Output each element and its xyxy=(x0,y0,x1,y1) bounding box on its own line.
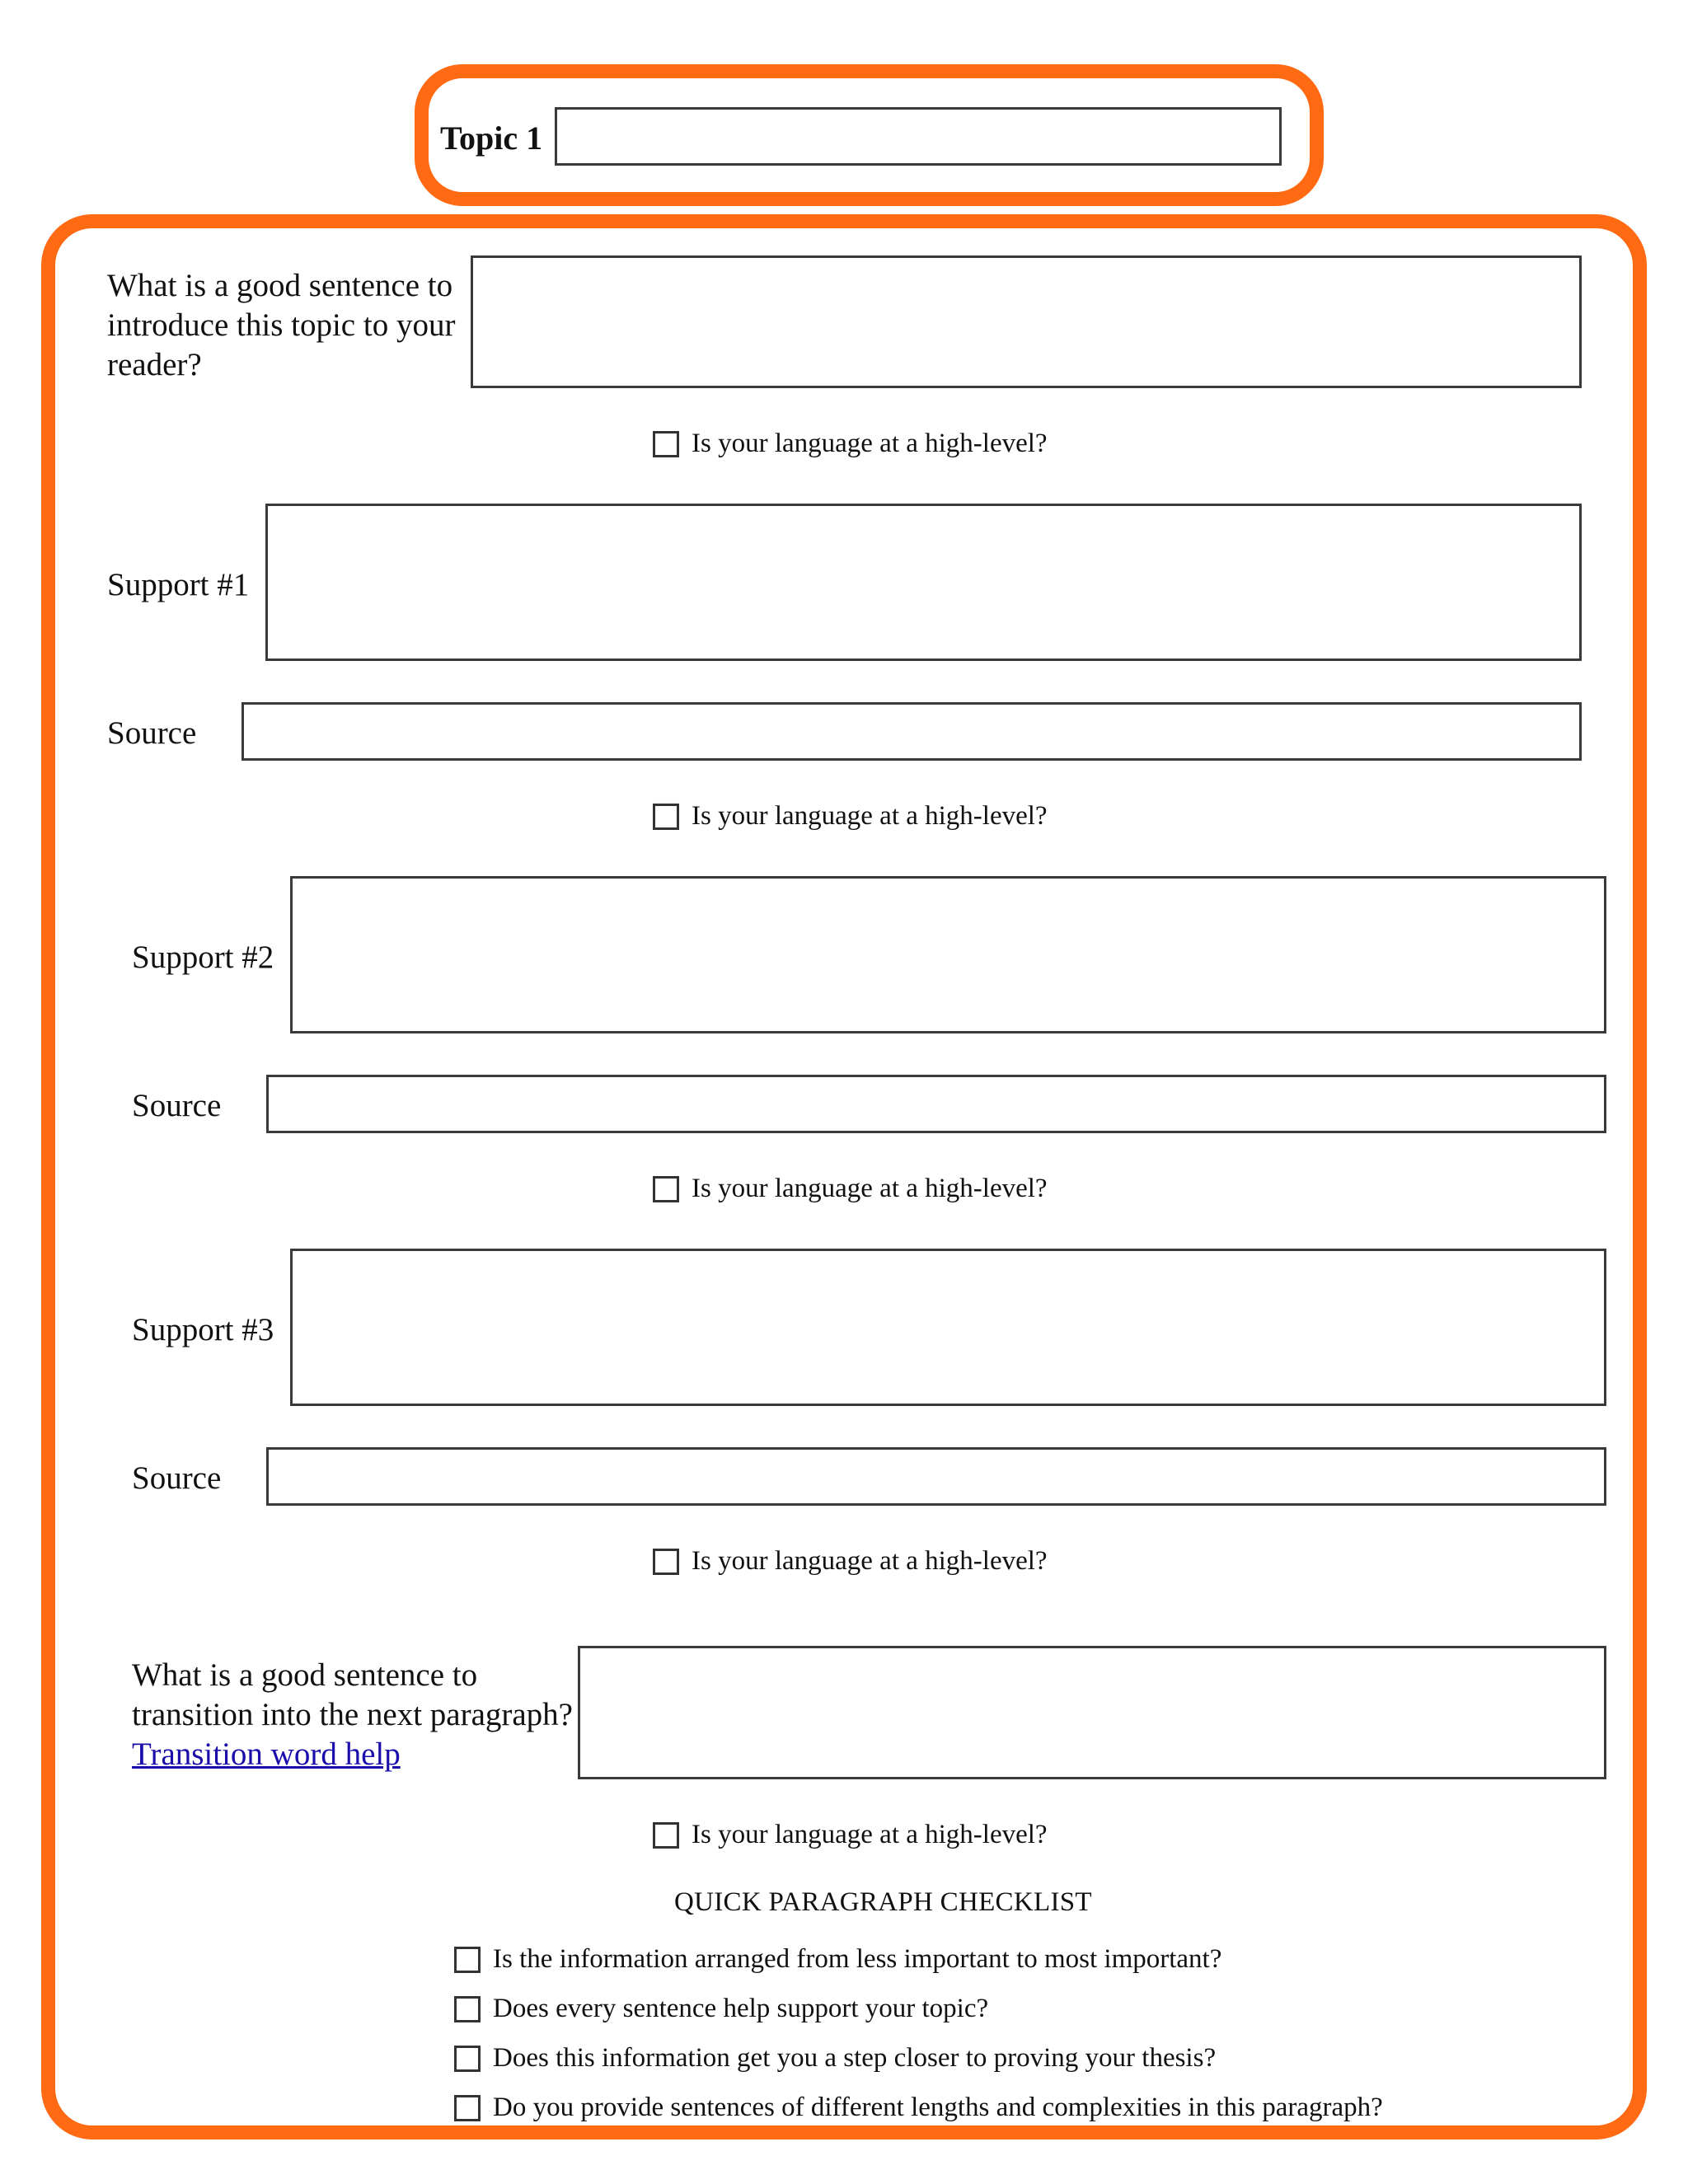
language-check-label: Is your language at a high-level? xyxy=(692,1820,1048,1849)
language-check-4[interactable] xyxy=(653,1546,1048,1577)
language-check-2[interactable] xyxy=(653,801,1048,832)
transition-word-help-link[interactable]: Transition word help xyxy=(132,1736,401,1772)
checklist-item-label: Does every sentence help support your topic? xyxy=(493,1994,989,2023)
source-3-label: Source xyxy=(132,1460,222,1496)
checkbox[interactable] xyxy=(653,431,679,457)
checklist-item-1[interactable] xyxy=(454,1944,1221,1975)
language-check-label: Is your language at a high-level? xyxy=(692,801,1048,831)
support-2-input[interactable] xyxy=(290,876,1606,1033)
support-3-input[interactable] xyxy=(290,1249,1606,1406)
checklist-title: QUICK PARAGRAPH CHECKLIST xyxy=(674,1887,1092,1917)
checkbox[interactable] xyxy=(653,804,679,830)
language-check-label: Is your language at a high-level? xyxy=(692,429,1048,458)
topic-input[interactable] xyxy=(555,107,1282,166)
support-2-label: Support #2 xyxy=(132,940,274,975)
language-check-label: Is your language at a high-level? xyxy=(692,1174,1048,1203)
intro-sentence-input[interactable] xyxy=(471,255,1582,388)
checkbox[interactable] xyxy=(653,1822,679,1849)
checklist-item-label: Do you provide sentences of different lengths and complexities in this paragraph? xyxy=(493,2093,1383,2122)
checklist-item-3[interactable] xyxy=(454,2043,1216,2074)
transition-question xyxy=(132,1656,577,1774)
language-check-3[interactable] xyxy=(653,1174,1048,1204)
topic-label: Topic 1 xyxy=(440,120,543,157)
support-1-input[interactable] xyxy=(265,504,1582,661)
checkbox[interactable] xyxy=(653,1549,679,1575)
checkbox[interactable] xyxy=(454,1947,481,1973)
checklist-item-2[interactable] xyxy=(454,1994,988,2024)
checkbox[interactable] xyxy=(653,1176,679,1202)
transition-question-label: What is a good sentence to transition into the next paragraph? xyxy=(132,1657,573,1732)
checklist-item-4[interactable] xyxy=(454,2093,1383,2123)
checklist-item-label: Does this information get you a step closer to proving your thesis? xyxy=(493,2043,1217,2073)
checkbox[interactable] xyxy=(454,2095,481,2121)
language-check-label: Is your language at a high-level? xyxy=(692,1546,1048,1576)
source-1-label: Source xyxy=(107,715,197,751)
checkbox[interactable] xyxy=(454,2046,481,2072)
support-1-label: Support #1 xyxy=(107,567,250,602)
checklist-item-label: Is the information arranged from less important to most important? xyxy=(493,1944,1222,1974)
source-3-input[interactable] xyxy=(266,1447,1606,1506)
support-3-label: Support #3 xyxy=(132,1312,274,1347)
source-1-input[interactable] xyxy=(241,702,1582,761)
source-2-label: Source xyxy=(132,1088,222,1123)
checkbox[interactable] xyxy=(454,1996,481,2022)
source-2-input[interactable] xyxy=(266,1075,1606,1133)
language-check-5[interactable] xyxy=(653,1820,1048,1850)
intro-question-label: What is a good sentence to introduce this topic to your reader? xyxy=(107,268,456,382)
transition-sentence-input[interactable] xyxy=(578,1646,1606,1779)
language-check-1[interactable] xyxy=(653,429,1048,459)
